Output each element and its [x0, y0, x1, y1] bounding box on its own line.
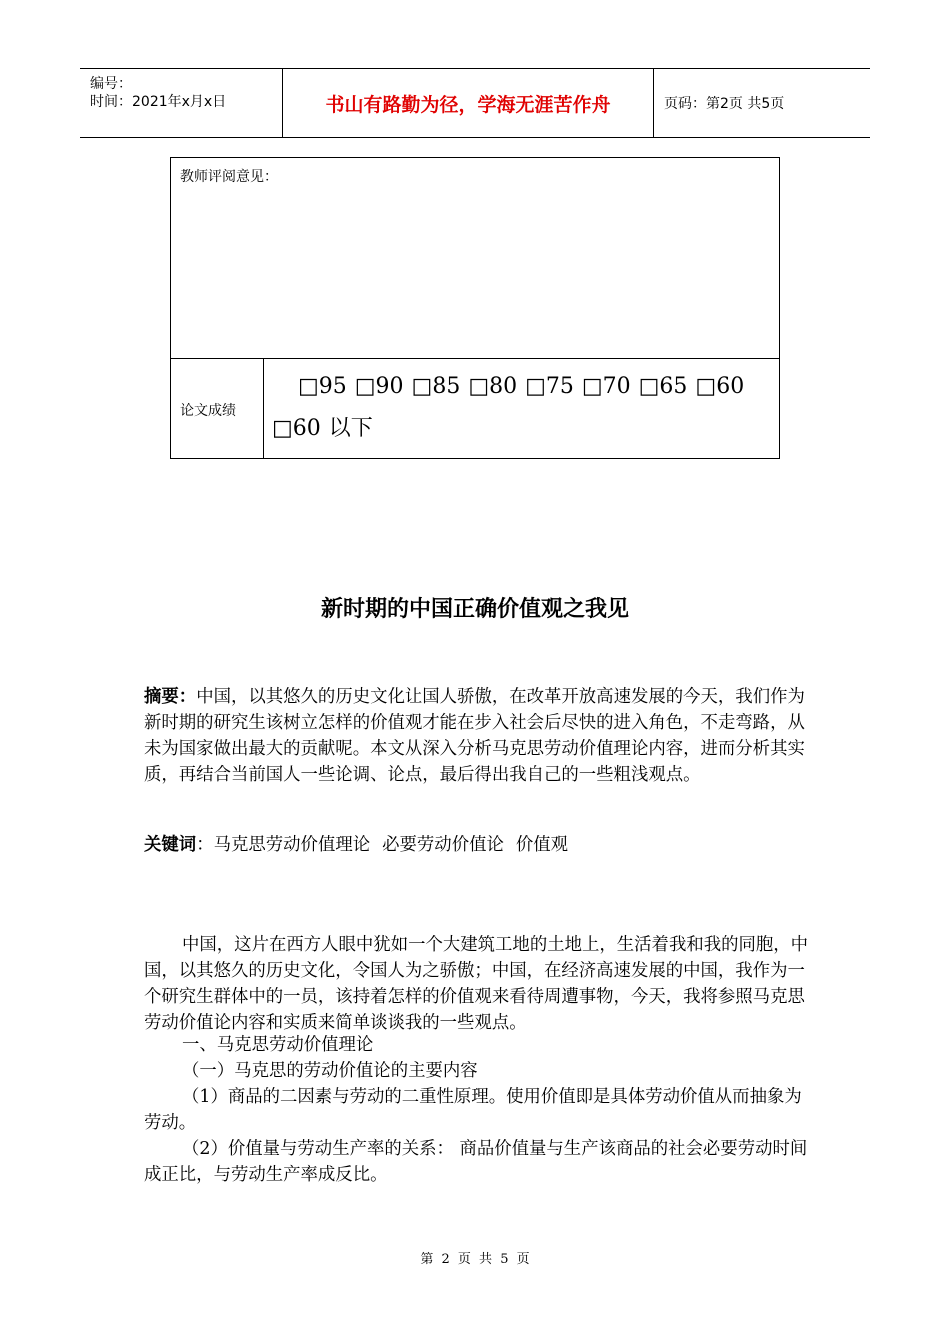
- table-divider-column: [263, 358, 264, 458]
- point-paragraph: [144, 1084, 809, 1136]
- keywords-label: 关键词: [144, 835, 197, 855]
- point-2-text: （2）价值量与劳动生产率的关系： 商品价值量与生产该商品的社会必要劳动时间成正比，与劳动生产率成反比。: [144, 1139, 808, 1185]
- intro-text: 中国，这片在西方人眼中犹如一个大建筑工地的土地上，生活着我和我的同胞，中国，以其悠久的历史文化，令国人为之骄傲；中国，在经济高速发展的中国，我作为一个研究生群体中的一员，该持着怎样的价值观来看待周遭事物，今天，我将参照马克思劳动价值论内容和实质来简单谈谈我的一些观点。: [144, 935, 809, 1033]
- paper-title: 新时期的中国正确价值观之我见: [320, 597, 629, 622]
- date-line: 时间：2021年x月x日: [90, 94, 227, 110]
- keyword-item: 马克思劳动价值理论: [213, 835, 371, 855]
- point-paragraph: [144, 1136, 809, 1188]
- header-page-info: 页码：第2页 共5页: [664, 96, 785, 112]
- grade-label: 论文成绩: [180, 403, 236, 419]
- subsection-heading: [144, 1058, 809, 1084]
- page-header: [80, 68, 870, 138]
- point-1-text: （1）商品的二因素与劳动的二重性原理。使用价值即是具体劳动价值从而抽象为劳动。: [144, 1087, 802, 1133]
- grade-options: □95 □90 □85 □80 □75 □70 □65 □60 □60 以下: [272, 374, 745, 441]
- page-footer: 第 2 页 共 5 页: [420, 1252, 530, 1267]
- keywords-colon: ：: [196, 835, 214, 855]
- keywords: [144, 832, 809, 858]
- header-motto: 书山有路勤为径，学海无涯苦作舟: [283, 69, 654, 137]
- keyword-item: 必要劳动价值论: [382, 835, 504, 855]
- keyword-item: 价值观: [515, 835, 569, 855]
- intro-paragraph: [144, 932, 809, 1036]
- abstract-text: 中国，以其悠久的历史文化让国人骄傲，在改革开放高速发展的今天，我们作为新时期的研究生该树立怎样的价值观才能在步入社会后尽快的进入角色，不走弯路，从未为国家做出最大的贡献呢。本文从深入分析马克思劳动价值理论内容，进而分析其实质，再结合当前国人一些论调、论点，最后得出我自己的一些粗浅观点。: [144, 687, 805, 785]
- teacher-comment-label: 教师评阅意见：: [180, 169, 278, 185]
- number-label: 编号：: [90, 76, 132, 92]
- abstract: [144, 684, 809, 788]
- abstract-label: 摘要：: [144, 687, 197, 707]
- section-heading: [144, 1032, 809, 1058]
- review-table: [170, 157, 780, 459]
- header-meta: [80, 69, 283, 137]
- subsection-1-heading: （一）马克思的劳动价值论的主要内容: [182, 1061, 478, 1081]
- section-1-heading: 一、马克思劳动价值理论: [182, 1035, 374, 1055]
